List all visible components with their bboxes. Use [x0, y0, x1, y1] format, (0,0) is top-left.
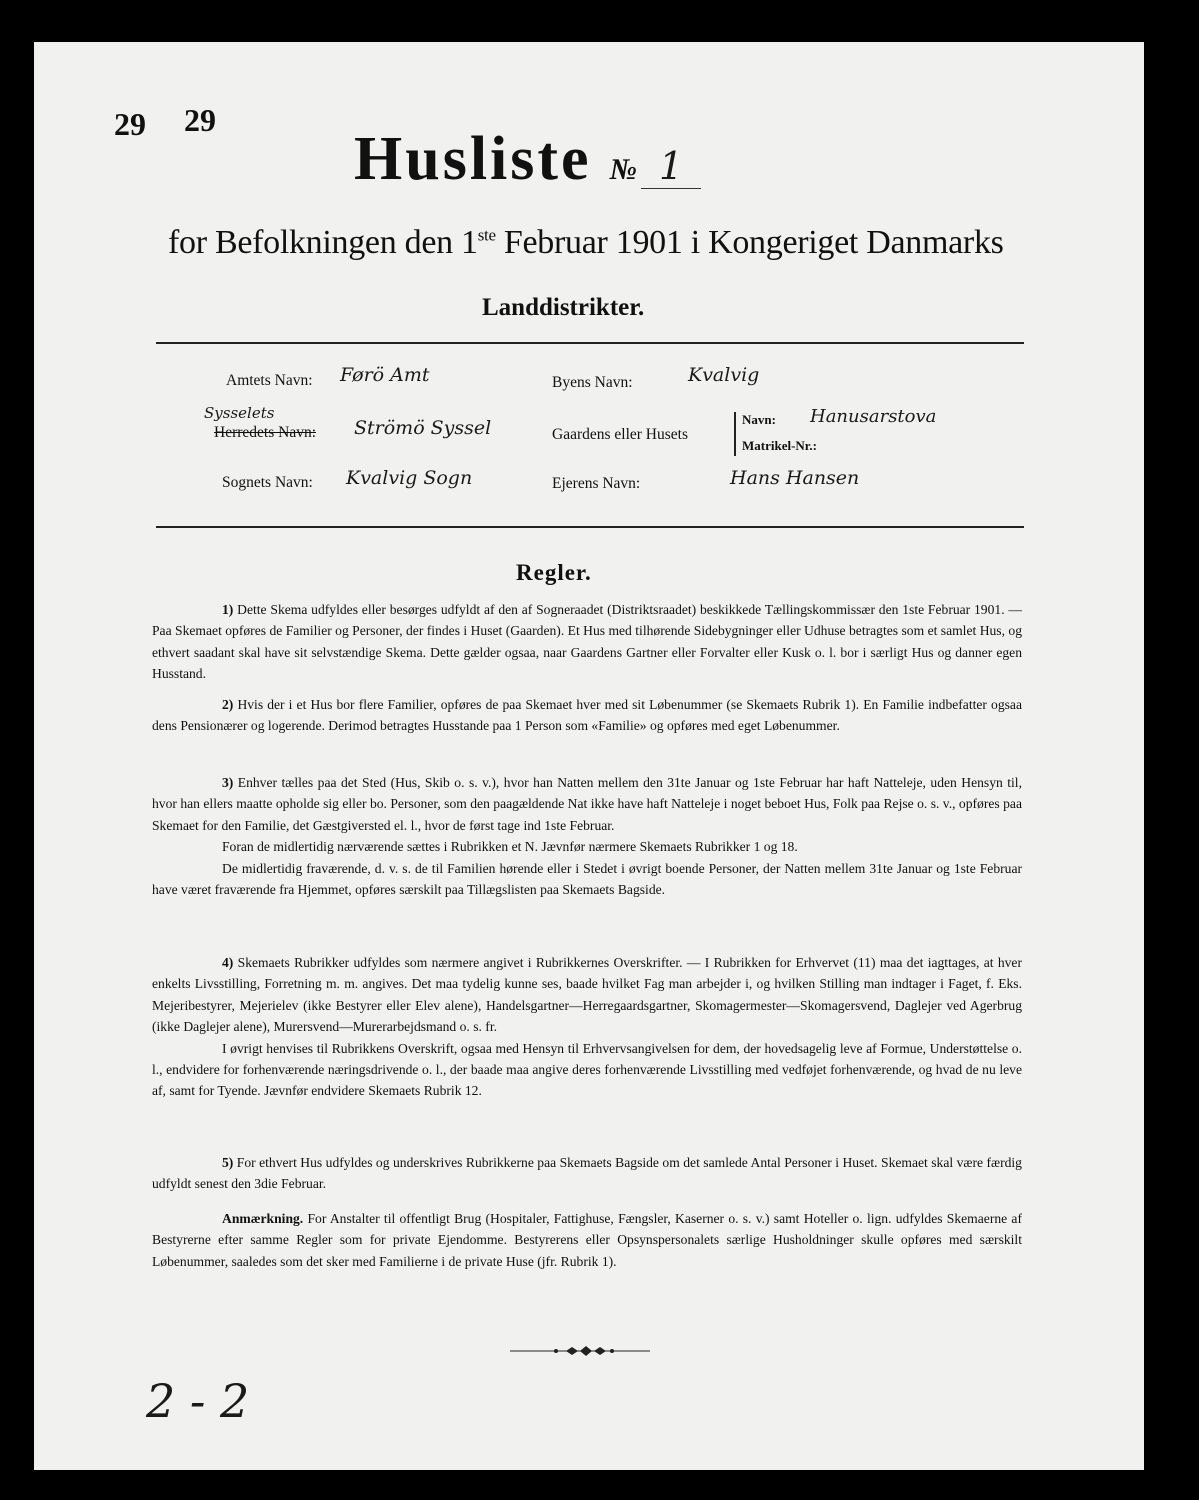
number-value: 1	[641, 144, 701, 189]
ornament-divider	[510, 1344, 650, 1358]
rule-5-text: For ethvert Hus udfyldes og underskrives Rubrikkerne paa Skemaets Bagside om det samlede Antal Personer i Huset. Skemaet skal være færdig udfyldt senest den 3die Februar.	[152, 1155, 1022, 1192]
gaard-navn-label: Navn:	[742, 412, 776, 427]
sogn-label: Sognets Navn:	[222, 474, 313, 491]
rule-3-text-b: Foran de midlertidig nærværende sættes i Rubrikken et N. Jævnfør nærmere Skemaets Rubrikker 1 og 18.	[222, 839, 798, 855]
subtitle-part-a: for Befolkningen den 1	[168, 224, 478, 261]
rule-2	[152, 694, 1022, 737]
rule-1-text: Dette Skema udfyldes eller besørges udfyldt af den af Sogneraadet (Distriktsraadet) beskikkede Tællingskommissær den 1ste Februar 1901. — Paa Skemaet opføres de Familier og Personer, der findes i Huset (Gaarden). Et Hus med tilhørende Sidebygninger eller Udhuse betragtes som et samlet Hus, og ethvert saadant skal have sit selvstændige Skema. Dette gælder ogsaa, naar Gaardens Gartner eller Forvalter eller Kusk o. l. bor i særligt Hus og danner egen Husstand.	[152, 602, 1022, 682]
rule-2-number: 2)	[222, 697, 234, 712]
rules-heading: Regler.	[516, 560, 592, 585]
herred-correction: Sysselets	[204, 404, 275, 422]
by-value: Kvalvig	[688, 364, 760, 386]
corner-number-1: 29	[114, 106, 146, 142]
sogn-value: Kvalvig Sogn	[346, 467, 473, 489]
corner-number-2: 29	[184, 102, 216, 138]
rule-4	[152, 952, 1022, 1102]
note	[152, 1208, 1022, 1272]
rule-3-text: Enhver tælles paa det Sted (Hus, Skib o. s. v.), hvor han Natten mellem den 31te Januar og 1ste Februar har haft Natteleje, uden Hensyn til, hvor han ellers maatte opholde sig eller bo. Personer, som den paagældende Nat ikke have haft Natteleje i noget beboet Hus, Folk paa Rejse o. s. v., opføres paa Skemaet for den Familie, det Gæstgiversted el. l., hvor de først tage ind 1ste Februar.	[152, 775, 1022, 833]
note-text: For Anstalter til offentligt Brug (Hospitaler, Fattighuse, Fængsler, Kaserner o. s. v.) samt Hoteller o. lign. udfyldes Skemaerne af Bestyrerne efter samme Regler som for private Ejendomme. Bestyrerens eller Opsynspersonalets særlige Husholdninger skulle opføres med særskilt Løbenummer, saaledes som det sker med Familierne i de private Huse (jfr. Rubrik 1).	[152, 1211, 1022, 1269]
rule-5-number: 5)	[222, 1155, 234, 1170]
number-symbol: №	[609, 153, 638, 186]
rule-2-text: Hvis der i et Hus bor flere Familier, opføres de paa Skemaet hver med sit Løbenummer (se Skemaets Rubrik 1). En Familie indbefatter ogsaa dens Pensionærer og logerende. Derimod betragtes Husstande paa 1 Person som «Familie» og opføres med eget Løbenummer.	[152, 697, 1022, 734]
herred-value: Strömö Syssel	[354, 417, 492, 439]
note-label: Anmærkning.	[222, 1211, 304, 1226]
gaard-label: Gaardens eller Husets	[552, 426, 689, 443]
rule-3-number: 3)	[222, 775, 234, 790]
rule-5	[152, 1152, 1022, 1195]
herred-label: Herredets Navn:	[214, 424, 316, 441]
rule-1-number: 1)	[222, 602, 234, 617]
ejer-value: Hans Hansen	[730, 467, 860, 489]
top-divider	[156, 342, 1024, 344]
gaard-navn-value: Hanusarstova	[810, 406, 937, 427]
title-text: Husliste	[354, 125, 592, 193]
rule-1	[152, 599, 1022, 685]
subtitle-part-b: Februar 1901 i Kongeriget Danmarks	[495, 224, 1004, 261]
subtitle-2: Landdistrikter.	[482, 294, 645, 321]
gaard-bracket	[734, 412, 736, 456]
census-form-page	[34, 42, 1144, 1470]
gaard-matrikel-label: Matrikel-Nr.:	[742, 438, 817, 453]
page-title	[354, 124, 701, 195]
by-label: Byens Navn:	[552, 374, 633, 391]
amt-value: Førö Amt	[340, 364, 430, 386]
subtitle-superscript: ste	[477, 225, 496, 245]
subtitle	[168, 224, 1004, 262]
bottom-handwritten-note: 2 - 2	[146, 1374, 250, 1428]
rule-4-text: Skemaets Rubrikker udfyldes som nærmere angivet i Rubrikkernes Overskrifter. — I Rubrikken for Erhvervet (11) maa det iagttages, at hver enkelts Livsstilling, Forretning m. m. angives. Det maa tydelig kunne ses, baade hvilket Fag man arbejder i, og hvilken Stilling man indtager i Faget, f. Eks. Mejeribestyrer, Mejerielev (ikke Bestyrer eller Elev alene), Handelsgartner—Herregaardsgartner, Skomagermester—Skomagersvend, Daglejer ved Agerbrug (ikke Daglejer alene), Murersvend—Murerarbejdsmand o. s. fr.	[152, 955, 1022, 1035]
rule-4-text-b: I øvrigt henvises til Rubrikkens Overskrift, ogsaa med Hensyn til Erhvervsangivelsen for dem, der hovedsagelig leve af Formue, Understøttelse o. l., endvidere for forhenværende næringsdrivende o. l., der baade maa angive deres forhenværende Livsstilling med vedføjet forhenværende, og hvad de nu leve af, samt for Tyende. Jævnfør endvidere Skemaets Rubrik 12.	[152, 1040, 1022, 1099]
amt-label: Amtets Navn:	[226, 372, 313, 389]
rule-3-text-c: De midlertidig fraværende, d. v. s. de til Familien hørende eller i Stedet i øvrigt boende Personer, der Natten mellem 31te Januar og 1ste Februar have været fraværende fra Hjemmet, opføres særskilt paa Tillægslisten paa Skemaets Bagside.	[152, 860, 1022, 898]
rule-4-number: 4)	[222, 955, 234, 970]
rule-3	[152, 772, 1022, 900]
ejer-label: Ejerens Navn:	[552, 475, 641, 492]
bottom-divider	[156, 526, 1024, 528]
